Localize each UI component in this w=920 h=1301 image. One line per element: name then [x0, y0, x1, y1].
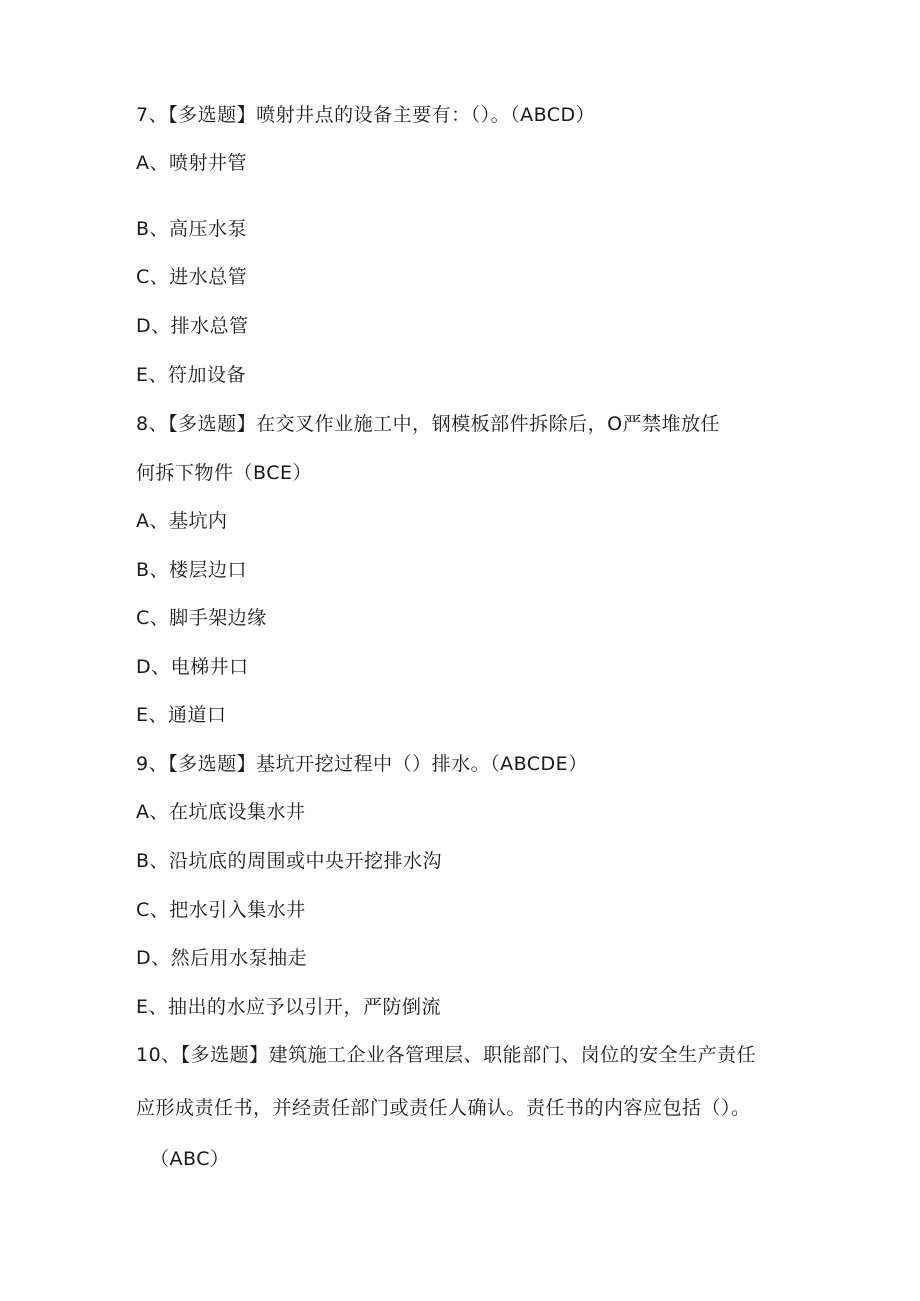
question-9-option-c: C、把水引入集水井 — [136, 899, 306, 921]
question-8-title-line2: 何拆下物件（BCE） — [136, 462, 312, 484]
question-10-title-line2: 应形成责任书，并经责任部门或责任人确认。责任书的内容应包括（）。 — [136, 1097, 751, 1119]
question-8-option-e: E、通道口 — [136, 704, 227, 726]
question-7-option-a: A、喷射井管 — [136, 152, 247, 174]
question-8-option-a: A、基坑内 — [136, 510, 228, 532]
question-9-title: 9、【多选题】基坑开挖过程中（）排水。（ABCDE） — [136, 753, 588, 775]
question-9-option-a: A、在坑底设集水井 — [136, 801, 306, 823]
question-9-option-b: B、沿坑底的周围或中央开挖排水沟 — [136, 850, 443, 872]
question-8-option-d: D、电梯井口 — [136, 656, 249, 678]
question-9-option-d: D、然后用水泵抽走 — [136, 947, 308, 969]
question-8-option-c: C、脚手架边缘 — [136, 607, 267, 629]
question-7-option-d: D、排水总管 — [136, 315, 249, 337]
question-9-option-e: E、抽出的水应予以引开，严防倒流 — [136, 996, 442, 1018]
question-10-title-line1: 10、【多选题】建筑施工企业各管理层、职能部门、岗位的安全生产责任 — [136, 1044, 757, 1066]
question-7-title: 7、【多选题】喷射井点的设备主要有：（）。（ABCD） — [136, 104, 596, 126]
question-7-option-c: C、进水总管 — [136, 266, 248, 288]
question-7-option-e: E、符加设备 — [136, 364, 247, 386]
question-10-answer: （ABC） — [150, 1148, 230, 1170]
question-8-title-line1: 8、【多选题】在交叉作业施工中，钢模板部件拆除后，O严禁堆放任 — [136, 413, 721, 435]
question-8-option-b: B、楼层边口 — [136, 559, 248, 581]
question-7-option-b: B、高压水泵 — [136, 218, 248, 240]
